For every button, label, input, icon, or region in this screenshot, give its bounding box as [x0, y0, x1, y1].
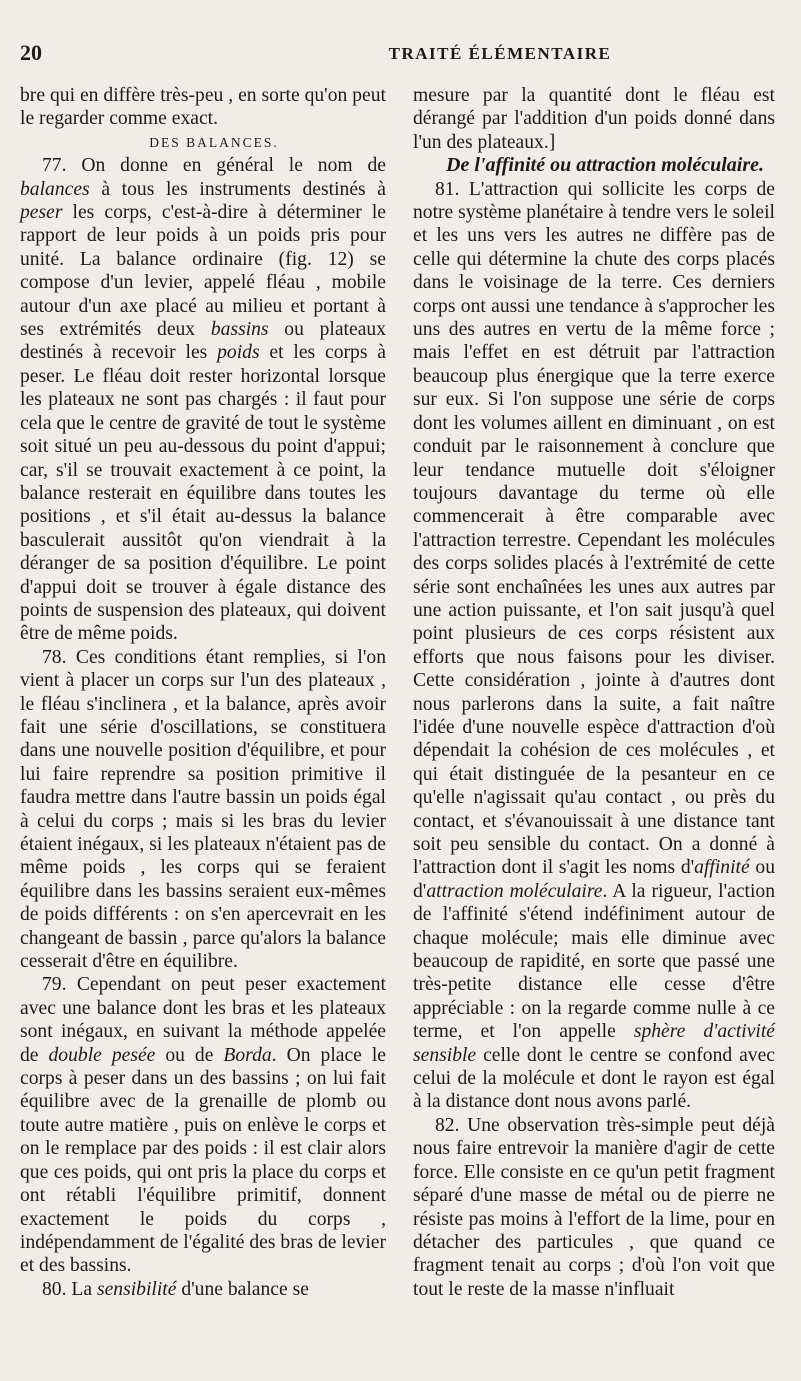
paragraph-78: 78. Ces conditions étant remplies, si l'on vient à placer un corps sur l'un des plateaux , le fléau s'inclinera , et la balance, après avoir fait une série d'oscillations, se constituera dans une nouvelle position d'équilibre, et pour lui faire reprendre sa position primitive il faudra mettre dans l'autre bassin un poids égal à celui du corps ; mais si les bras du levier étaient inégaux, si les plateaux n'étaient pas de même poids , les corps qui se feraient équilibre dans les bassins seraient eux-mêmes de poids différents : on s'en apercevrait en les changeant de bassin , parce qu'alors la balance cesserait d'être en équilibre.	[20, 646, 386, 973]
paragraph-80: 80. La sensibilité d'une balance se	[42, 1278, 309, 1300]
right-column	[413, 84, 775, 1301]
running-title: TRAITÉ ÉLÉMENTAIRE	[388, 44, 612, 63]
page-number: 20	[20, 40, 42, 65]
paragraph-continuation-right: mesure par la quantité dont le fléau est dérangé par l'addition d'un poids donné dans l'un des plateaux.]	[413, 85, 775, 153]
section-heading-balances: DES BALANCES.	[149, 134, 279, 150]
left-column	[20, 84, 386, 1301]
paragraph-81: 81. L'attraction qui sollicite les corps de notre système planétaire à tendre vers le soleil et les uns vers les autres ne diffère pas de celle qui détermine la chute des corps placés dans le voisinage de la terre. Ces derniers corps ont aussi une tendance à s'approcher les uns des autres en vertu de la même force ; mais l'effet en est détruit par l'attraction beaucoup plus énergique que la terre exerce sur eux. Si l'on suppose une série de corps dont les volumes aillent en diminuant , on est conduit par le raisonnement à conclure que leur tendance mutuelle doit s'éloigner toujours davantage du terme où elle commencerait à être comparable avec l'attraction terrestre. Cependant les molécules des corps solides placés à l'extrémité de cette série sont enchaînées les unes aux autres par une action puissante, et l'on sait jusqu'à quel point plusieurs de ces corps résistent aux efforts que nous faisons pour les diviser. Cette considération , jointe à d'autres dont nous parlerons dans la suite, a fait naître l'idée d'une nouvelle espèce d'attraction d'où dépendait la cohésion de ces molécules , et qui était distinguée de la pesanteur en ce qu'elle n'agissait qu'au contact , ou près du contact, et s'évanouissait à une distance tant soit peu sensible du contact. On a donné à l'attraction dont il s'agit les noms d'affinité ou d'attraction moléculaire. A la rigueur, l'action de l'affinité s'étend indéfiniment autour de chaque molécule; mais elle diminue avec beaucoup de rapidité, en sorte que passé une très-petite distance elle cesse d'être appréciable : on la regarde comme nulle à ce terme, et l'on appelle sphère d'activité sensible celle dont le centre se confond avec celui de la molécule et dont le rayon est égal à la distance dont nous avons parlé.	[413, 178, 775, 1113]
paragraph-continuation: bre qui en diffère très-peu , en sorte qu'on peut le regarder comme exact.	[20, 85, 386, 130]
paragraph-82: 82. Une observation très-simple peut déjà nous faire entrevoir la manière d'agir de cette force. Elle consiste en ce qu'un petit fragment séparé d'une masse de métal ou de pierre ne résiste pas moins à l'effort de la lime, pour en détacher des particules , que quand ce fragment tenait au corps ; d'où l'on voit que tout le reste de la masse n'influait	[413, 1114, 775, 1300]
section-heading-affinite: De l'affinité ou attraction moléculaire.	[446, 154, 764, 177]
page-header	[20, 40, 780, 68]
paragraph-77: 77. On donne en général le nom de balances à tous les instruments destinés à peser les corps, c'est-à-dire à déterminer le rapport de leur poids à un poids pris pour unité. La balance ordinaire (fig. 12) se compose d'un levier, appelé fléau , mobile autour d'un axe placé au milieu et portant à ses extrémités deux bassins ou plateaux destinés à recevoir les poids et les corps à peser. Le fléau doit rester horizontal lorsque les plateaux ne sont pas chargés : il faut pour cela que le centre de gravité de tout le système soit situé un peu au-dessous du point d'appui; car, s'il se trouvait exactement à ce point, la balance resterait en équilibre dans toutes les positions , et s'il était au-dessus la balance basculerait aussitôt qu'on viendrait à la déranger de sa position d'équilibre. Le point d'appui doit se trouver à égale distance des points de suspension des plateaux, qui doivent être de même poids.	[20, 155, 386, 645]
paragraph-79: 79. Cependant on peut peser exactement avec une balance dont les bras et les plateaux sont inégaux, en suivant la méthode appelée de double pesée ou de Borda. On place le corps à peser dans un des bassins ; on lui fait équilibre avec de la grenaille de plomb ou toute autre matière , puis on enlève le corps et on le remplace par des poids : il est clair alors que ces poids, qui ont pris la place du corps et ont rétabli l'équilibre primitif, donnent exactement le poids du corps , indépendamment de l'égalité des bras de levier et des bassins.	[20, 974, 386, 1277]
